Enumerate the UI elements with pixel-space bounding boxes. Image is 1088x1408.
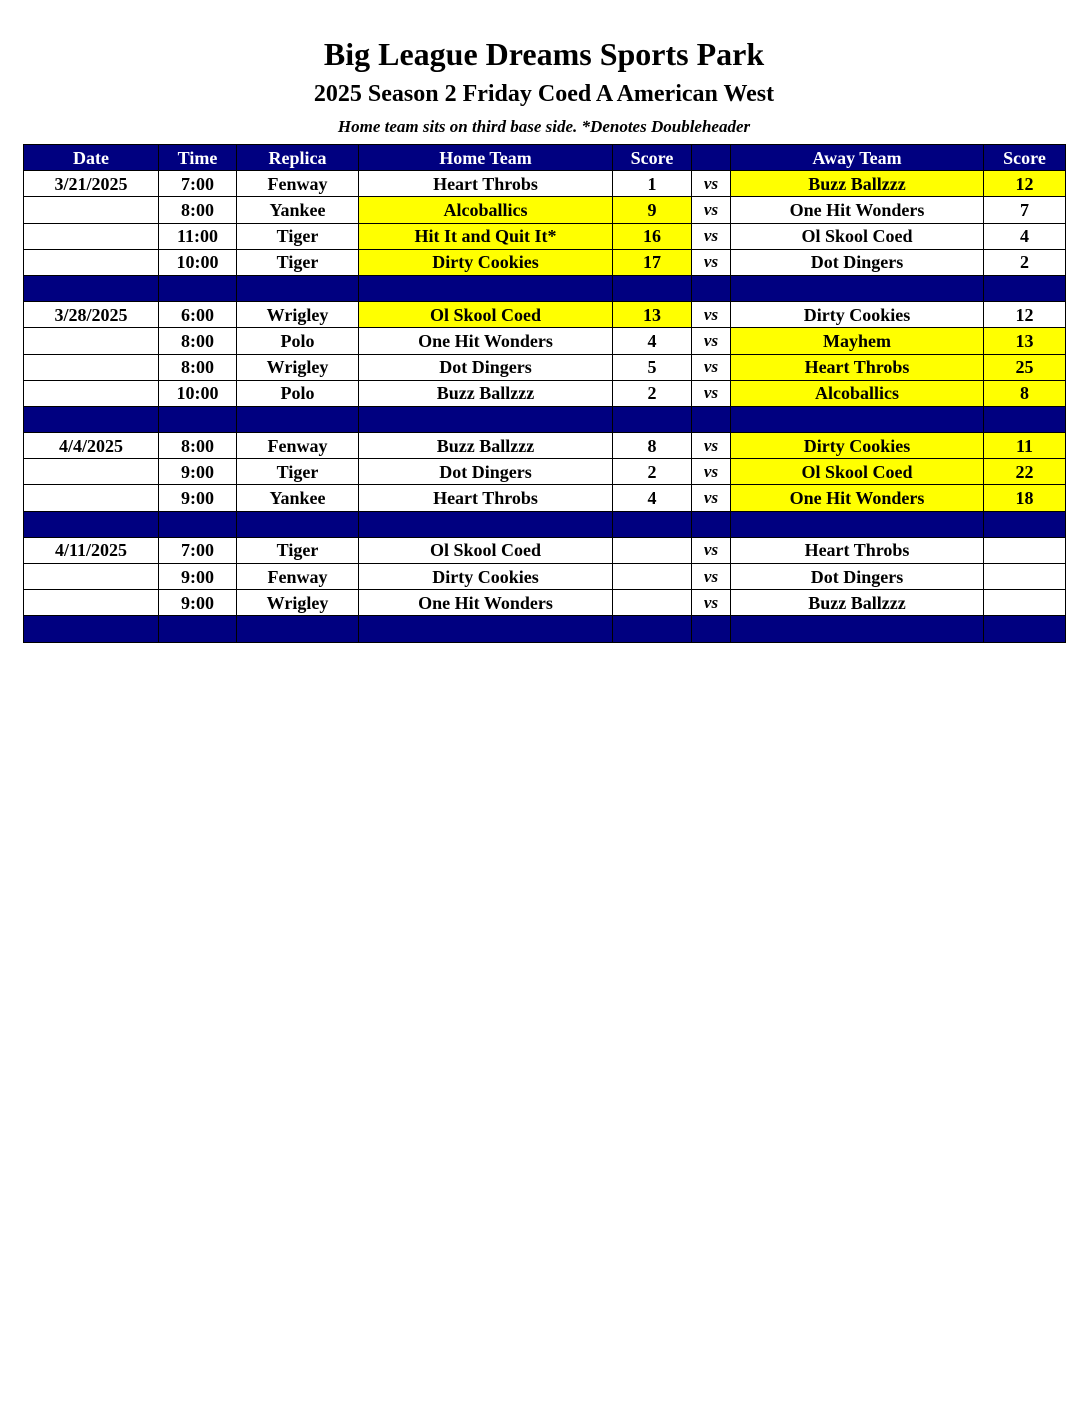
header-away-score: Score [984,145,1066,171]
game-time: 8:00 [159,328,237,354]
game-time: 9:00 [159,485,237,511]
game-date: 3/21/2025 [24,171,159,197]
schedule-body [24,171,1066,642]
game-time: 8:00 [159,433,237,459]
separator-cell [24,406,159,432]
header-time: Time [159,145,237,171]
away-score: 18 [984,485,1066,511]
home-team: Dirty Cookies [359,249,613,275]
page-title: Big League Dreams Sports Park [323,36,765,72]
away-team: Dot Dingers [731,564,984,590]
away-score: 2 [984,249,1066,275]
separator-cell [613,275,692,301]
game-row [24,171,1066,197]
home-score: 2 [613,380,692,406]
separator-cell [613,511,692,537]
away-score: 7 [984,197,1066,223]
schedule-table [23,144,1066,643]
away-score [984,590,1066,616]
game-field: Polo [237,328,359,354]
home-score [613,537,692,563]
home-score: 2 [613,459,692,485]
game-date: 4/11/2025 [24,537,159,563]
week-separator-row [24,616,1066,642]
game-time: 8:00 [159,197,237,223]
separator-cell [984,616,1066,642]
away-team: Heart Throbs [731,537,984,563]
home-score: 17 [613,249,692,275]
separator-cell [731,616,984,642]
away-score: 8 [984,380,1066,406]
vs-label: vs [692,433,731,459]
separator-cell [237,275,359,301]
separator-cell [237,511,359,537]
vs-label: vs [692,354,731,380]
game-row [24,249,1066,275]
away-team: Heart Throbs [731,354,984,380]
game-date [24,590,159,616]
home-score [613,590,692,616]
vs-label: vs [692,302,731,328]
vs-label: vs [692,485,731,511]
game-time: 11:00 [159,223,237,249]
game-field: Fenway [237,564,359,590]
home-team: Heart Throbs [359,485,613,511]
away-score: 13 [984,328,1066,354]
game-field: Tiger [237,223,359,249]
home-score: 4 [613,485,692,511]
separator-cell [731,511,984,537]
home-team: One Hit Wonders [359,590,613,616]
away-team: One Hit Wonders [731,485,984,511]
vs-label: vs [692,537,731,563]
header-date: Date [24,145,159,171]
game-date [24,354,159,380]
away-team: Ol Skool Coed [731,223,984,249]
game-date [24,328,159,354]
separator-cell [359,275,613,301]
separator-cell [692,406,731,432]
game-field: Tiger [237,249,359,275]
separator-cell [159,275,237,301]
game-date [24,197,159,223]
vs-label: vs [692,223,731,249]
home-score: 4 [613,328,692,354]
game-field: Tiger [237,537,359,563]
game-row [24,459,1066,485]
away-score: 22 [984,459,1066,485]
home-score [613,564,692,590]
game-time: 9:00 [159,564,237,590]
separator-cell [24,616,159,642]
game-row [24,485,1066,511]
game-field: Wrigley [237,590,359,616]
separator-cell [731,275,984,301]
away-score [984,537,1066,563]
separator-cell [984,275,1066,301]
game-date [24,564,159,590]
away-score: 12 [984,302,1066,328]
game-field: Yankee [237,197,359,223]
vs-label: vs [692,564,731,590]
away-team: Buzz Ballzzz [731,590,984,616]
separator-cell [692,511,731,537]
game-field: Tiger [237,459,359,485]
game-row [24,380,1066,406]
week-separator-row [24,275,1066,301]
away-team: Ol Skool Coed [731,459,984,485]
game-time: 10:00 [159,380,237,406]
separator-cell [692,275,731,301]
separator-cell [692,616,731,642]
vs-label: vs [692,590,731,616]
vs-label: vs [692,249,731,275]
game-time: 7:00 [159,537,237,563]
game-time: 10:00 [159,249,237,275]
away-team: Alcoballics [731,380,984,406]
header-replica: Replica [237,145,359,171]
home-team: Ol Skool Coed [359,302,613,328]
away-team: Dirty Cookies [731,433,984,459]
game-row [24,564,1066,590]
game-date [24,380,159,406]
home-team: Dot Dingers [359,354,613,380]
home-score: 13 [613,302,692,328]
game-row [24,223,1066,249]
away-team: Mayhem [731,328,984,354]
vs-label: vs [692,197,731,223]
separator-cell [159,406,237,432]
schedule-note: Home team sits on third base side. *Denotes Doubleheader [337,117,751,136]
home-team: Buzz Ballzzz [359,433,613,459]
game-row [24,354,1066,380]
game-row [24,328,1066,354]
away-score: 25 [984,354,1066,380]
away-score: 11 [984,433,1066,459]
game-time: 9:00 [159,459,237,485]
game-field: Polo [237,380,359,406]
home-score: 1 [613,171,692,197]
separator-cell [731,406,984,432]
home-team: Heart Throbs [359,171,613,197]
separator-cell [359,616,613,642]
game-field: Wrigley [237,354,359,380]
separator-cell [159,616,237,642]
game-time: 8:00 [159,354,237,380]
separator-cell [159,511,237,537]
game-date [24,485,159,511]
separator-cell [237,406,359,432]
home-team: Dirty Cookies [359,564,613,590]
game-row [24,433,1066,459]
home-team: One Hit Wonders [359,328,613,354]
header-vs [692,145,731,171]
game-row [24,590,1066,616]
separator-cell [237,616,359,642]
vs-label: vs [692,171,731,197]
home-team: Buzz Ballzzz [359,380,613,406]
game-field: Yankee [237,485,359,511]
away-score: 4 [984,223,1066,249]
vs-label: vs [692,328,731,354]
away-team: Buzz Ballzzz [731,171,984,197]
game-time: 6:00 [159,302,237,328]
separator-cell [613,616,692,642]
separator-cell [359,511,613,537]
separator-cell [613,406,692,432]
separator-cell [24,275,159,301]
home-score: 5 [613,354,692,380]
separator-cell [984,511,1066,537]
game-row [24,197,1066,223]
game-date: 3/28/2025 [24,302,159,328]
separator-cell [984,406,1066,432]
week-separator-row [24,406,1066,432]
game-date [24,459,159,485]
game-row [24,302,1066,328]
separator-cell [359,406,613,432]
vs-label: vs [692,380,731,406]
vs-label: vs [692,459,731,485]
game-date [24,223,159,249]
game-field: Fenway [237,171,359,197]
game-time: 9:00 [159,590,237,616]
game-time: 7:00 [159,171,237,197]
away-score [984,564,1066,590]
home-team: Hit It and Quit It* [359,223,613,249]
home-team: Dot Dingers [359,459,613,485]
week-separator-row [24,511,1066,537]
game-field: Wrigley [237,302,359,328]
game-date [24,249,159,275]
page-subtitle: 2025 Season 2 Friday Coed A American West [313,81,775,107]
game-row [24,537,1066,563]
home-team: Alcoballics [359,197,613,223]
header-home-score: Score [613,145,692,171]
header-row [24,145,1066,171]
home-score: 8 [613,433,692,459]
game-date: 4/4/2025 [24,433,159,459]
away-team: One Hit Wonders [731,197,984,223]
home-score: 9 [613,197,692,223]
home-score: 16 [613,223,692,249]
away-team: Dirty Cookies [731,302,984,328]
game-field: Fenway [237,433,359,459]
away-team: Dot Dingers [731,249,984,275]
header-away-team: Away Team [731,145,984,171]
separator-cell [24,511,159,537]
header-home-team: Home Team [359,145,613,171]
away-score: 12 [984,171,1066,197]
home-team: Ol Skool Coed [359,537,613,563]
